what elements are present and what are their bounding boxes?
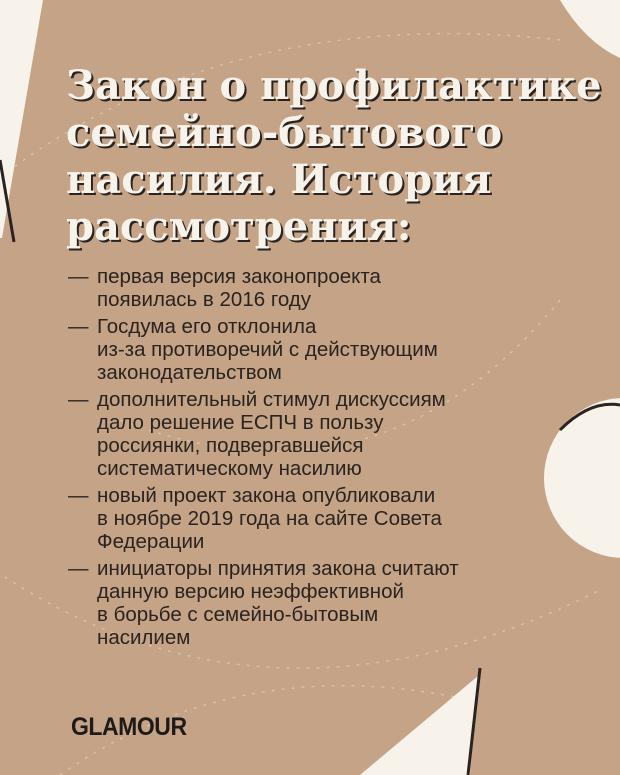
item-line: в ноябре 2019 года на сайте Совета bbox=[97, 507, 442, 530]
page-title bbox=[66, 62, 606, 250]
item-line: инициаторы принятия закона считают bbox=[97, 557, 459, 580]
timeline-list bbox=[68, 265, 548, 653]
item-line: в борьбе с семейно-бытовым bbox=[97, 603, 379, 626]
list-item bbox=[68, 388, 548, 480]
item-line: данную версию неэффективной bbox=[97, 580, 404, 603]
dash-marker: — bbox=[68, 484, 89, 507]
title-line: рассмотрения: bbox=[66, 203, 412, 250]
dash-marker: — bbox=[68, 265, 89, 288]
cream-triangle-bottom-right bbox=[360, 676, 478, 775]
item-line: из-за противоречий с действующим bbox=[97, 338, 438, 361]
item-line: дало решение ЕСПЧ в пользу bbox=[97, 411, 384, 434]
item-line: систематическому насилию bbox=[97, 457, 362, 480]
title-line: насилия. История bbox=[66, 156, 492, 203]
dash-marker: — bbox=[68, 388, 89, 411]
cream-crescent-top-right bbox=[560, 0, 620, 58]
list-item bbox=[68, 484, 548, 553]
cream-circle-right bbox=[544, 398, 620, 558]
list-item bbox=[68, 557, 548, 649]
dash-marker: — bbox=[68, 557, 89, 580]
item-line: новый проект закона опубликовали bbox=[97, 484, 436, 507]
title-line: Закон о профилактике bbox=[66, 62, 602, 109]
item-line: дополнительный стимул дискуссиям bbox=[97, 388, 446, 411]
item-line: насилием bbox=[97, 626, 191, 649]
item-line: первая версия законопроекта bbox=[97, 265, 381, 288]
title-line: семейно-бытового bbox=[66, 109, 503, 156]
item-line: Федерации bbox=[97, 530, 205, 553]
dash-marker: — bbox=[68, 315, 89, 338]
item-line: появилась в 2016 году bbox=[97, 288, 312, 311]
list-item bbox=[68, 315, 548, 384]
item-line: законодательством bbox=[97, 361, 282, 384]
list-item bbox=[68, 265, 548, 311]
item-line: Госдума его отклонила bbox=[97, 315, 317, 338]
item-line: россиянки, подвергавшейся bbox=[97, 434, 364, 457]
glamour-logo: GLAMOUR bbox=[71, 713, 187, 741]
